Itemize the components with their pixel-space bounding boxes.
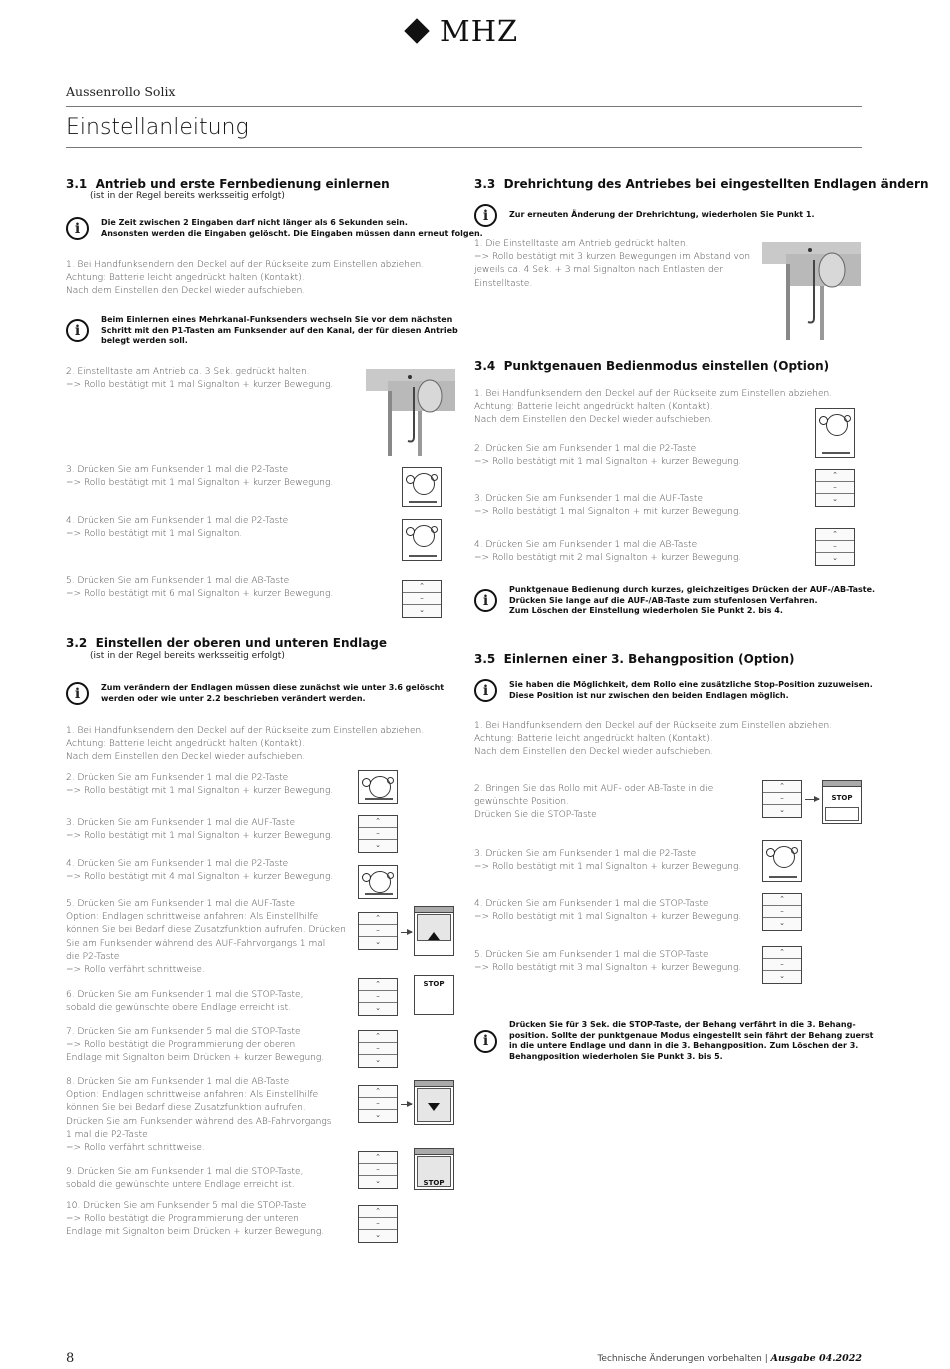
step-text: 1. Bei Handfunksendern den Deckel auf der Rückseite zum Einstellen abziehen. Achtung: Batterie leicht angedrückt halten (Kontakt). Nach dem Einstellen den Deckel wieder aufschieben. xyxy=(66,726,425,763)
brand-logo xyxy=(406,14,526,48)
arrow-right-icon xyxy=(401,1104,412,1105)
remote-keypad-illustration: ⌃ – ⌄ xyxy=(358,1030,398,1068)
remote-keypad-illustration: ⌃ – ⌄ xyxy=(762,780,802,818)
info-note: i Punktgenaue Bedienung durch kurzes, gleichzeitiges Drücken der AUF-/AB-Taste. Drücken Sie lange auf die AUF-/AB-Taste zum stufenlosen Verfahren. Zum Löschen der Einstellung wiederholen Sie Punkt 2. bis 4. xyxy=(474,585,875,617)
section-heading-3-4: 3.4 Punktgenauen Bedienmodus einstellen (Option) xyxy=(474,359,830,373)
blind-down-illustration xyxy=(414,1080,454,1125)
step-text: 1. Bei Handfunksendern den Deckel auf der Rückseite zum Einstellen abziehen. Achtung: Batterie leicht angedrückt halten (Kontakt). Nach dem Einstellen den Deckel wieder aufschieben. xyxy=(66,260,425,297)
blind-up-illustration xyxy=(414,906,454,956)
info-icon: i xyxy=(474,204,497,227)
info-note: i Zum verändern der Endlagen müssen diese zunächst wie unter 3.6 gelöscht werden oder wie unter 2.2 beschrieben verändert werden. xyxy=(66,682,444,705)
section-heading-3-2: 3.2 Einstellen der oberen und unteren Endlage xyxy=(66,636,388,650)
remote-keypad-illustration: ⌃ – ⌄ xyxy=(358,1151,398,1189)
step-text: 3. Drücken Sie am Funksender 1 mal die AUF-Taste => Rollo bestätigt mit 1 mal Signalton + kurzer Bewegung. xyxy=(66,818,334,842)
step-text: 8. Drücken Sie am Funksender 1 mal die AB-Taste Option: Endlagen schrittweise anfahren: Als Einstellhilfe können Sie bei Bedarf diese Zusatzfunktion aufrufen. Drücken Sie am Funksender während des AB-Fahrvorgangs 1 mal die P2-Taste => Rollo verfährt schrittweise. xyxy=(66,1077,332,1154)
edition-label: Ausgabe 04.2022 xyxy=(770,1353,862,1364)
remote-keypad-illustration: ⌃ – ⌄ xyxy=(358,815,398,853)
remote-p2-illustration xyxy=(402,467,442,507)
section-subtitle: (ist in der Regel bereits werksseitig erfolgt) xyxy=(90,651,285,661)
divider xyxy=(66,147,862,148)
step-text: 2. Einstelltaste am Antrieb ca. 3 Sek. gedrückt halten. => Rollo bestätigt mit 1 mal Signalton + kurzer Bewegung. xyxy=(66,367,334,391)
info-note: i Beim Einlernen eines Mehrkanal-Funksenders wechseln Sie vor dem nächsten Schritt mit den P1-Tasten am Funksender auf den Kanal, der für diesen Antrieb belegt werden soll. xyxy=(66,315,458,347)
remote-p2-illustration xyxy=(358,865,398,899)
product-name: Aussenrollo Solix xyxy=(66,84,176,99)
remote-keypad-illustration: ⌃ – ⌄ xyxy=(815,469,855,507)
info-note: i Sie haben die Möglichkeit, dem Rollo eine zusätzliche Stop-Position zuzuweisen. Diese Position ist nur zwischen den beiden Endlagen möglich. xyxy=(474,679,873,702)
blind-stop-illustration: STOP xyxy=(822,780,862,824)
step-text: 7. Drücken Sie am Funksender 5 mal die STOP-Taste => Rollo bestätigt die Programmierung der oberen Endlage mit Signalton beim Drücken + kurzer Bewegung. xyxy=(66,1027,325,1064)
motor-illustration xyxy=(366,367,455,456)
section-heading-3-1: 3.1 Antrieb und erste Fernbedienung einlernen xyxy=(66,177,390,191)
info-note: i Drücken Sie für 3 Sek. die STOP-Taste, der Behang verfährt in die 3. Behang- position. Sollte der punktgenaue Modus eingestellt sein fährt der Behang zuerst in die untere Endlage und dann in die 3. Behangposition. Zum Löschen der 3. Behangposition wiederholen Sie Punkt 3. bis 5. xyxy=(474,1020,873,1062)
step-text: 5. Drücken Sie am Funksender 1 mal die AB-Taste => Rollo bestätigt mit 6 mal Signalton + kurzer Bewegung. xyxy=(66,576,334,600)
step-text: 2. Drücken Sie am Funksender 1 mal die P2-Taste => Rollo bestätigt mit 1 mal Signalton + kurzer Bewegung. xyxy=(474,444,742,468)
remote-keypad-illustration: ⌃ – ⌄ xyxy=(358,978,398,1016)
remote-keypad-illustration: ⌃ – ⌄ xyxy=(358,912,398,950)
info-icon: i xyxy=(474,589,497,612)
page-title: Einstellanleitung xyxy=(66,115,249,140)
step-text: 9. Drücken Sie am Funksender 1 mal die STOP-Taste, sobald die gewünschte untere Endlage erreicht ist. xyxy=(66,1167,304,1191)
remote-p2-illustration xyxy=(358,770,398,804)
info-note: i Zur erneuten Änderung der Drehrichtung, wiederholen Sie Punkt 1. xyxy=(474,204,815,227)
motor-illustration xyxy=(762,240,861,340)
step-text: 1. Bei Handfunksendern den Deckel auf der Rückseite zum Einstellen abziehen. Achtung: Batterie leicht angedrückt halten (Kontakt). Nach dem Einstellen den Deckel wieder aufschieben. xyxy=(474,721,833,758)
info-icon: i xyxy=(66,217,89,240)
page-number: 8 xyxy=(66,1351,75,1366)
step-text: 3. Drücken Sie am Funksender 1 mal die AUF-Taste => Rollo bestätigt 1 mal Signalton + mit kurzer Bewegung. xyxy=(474,494,742,518)
diamond-icon xyxy=(404,18,430,44)
remote-keypad-illustration: ⌃ – ⌄ xyxy=(358,1205,398,1243)
step-text: 1. Die Einstelltaste am Antrieb gedrückt halten. => Rollo bestätigt mit 3 kurzen Bewegungen im Abstand von jeweils ca. 4 Sek. + 3 mal Signalton nach Entlasten der Einstelltaste. xyxy=(474,239,751,289)
remote-p2-illustration xyxy=(762,840,802,882)
step-text: 2. Drücken Sie am Funksender 1 mal die P2-Taste => Rollo bestätigt mit 1 mal Signalton + kurzer Bewegung. xyxy=(66,773,334,797)
step-text: 10. Drücken Sie am Funksender 5 mal die STOP-Taste => Rollo bestätigt die Programmierung der unteren Endlage mit Signalton beim Drücken + kurzer Bewegung. xyxy=(66,1201,325,1238)
arrow-right-icon xyxy=(401,932,412,933)
step-text: 1. Bei Handfunksendern den Deckel auf der Rückseite zum Einstellen abziehen. Achtung: Batterie leicht angedrückt halten (Kontakt). Nach dem Einstellen den Deckel wieder aufschieben. xyxy=(474,389,833,426)
info-note: i Die Zeit zwischen 2 Eingaben darf nicht länger als 6 Sekunden sein. Ansonsten werden die Eingaben gelöscht. Die Eingaben müssen dann erneut folgen. xyxy=(66,217,483,240)
remote-keypad-illustration: ⌃ – ⌄ xyxy=(815,528,855,566)
footer-note: Technische Änderungen vorbehalten | Ausgabe 04.2022 xyxy=(597,1353,862,1364)
section-heading-3-3: 3.3 Drehrichtung des Antriebes bei eingestellten Endlagen ändern xyxy=(474,177,929,191)
info-icon: i xyxy=(66,682,89,705)
remote-keypad-illustration: ⌃ – ⌄ xyxy=(402,580,442,618)
step-text: 6. Drücken Sie am Funksender 1 mal die STOP-Taste, sobald die gewünschte obere Endlage erreicht ist. xyxy=(66,990,304,1014)
section-heading-3-5: 3.5 Einlernen einer 3. Behangposition (Option) xyxy=(474,652,795,666)
step-text: 3. Drücken Sie am Funksender 1 mal die P2-Taste => Rollo bestätigt mit 1 mal Signalton + kurzer Bewegung. xyxy=(474,849,742,873)
step-text: 5. Drücken Sie am Funksender 1 mal die STOP-Taste => Rollo bestätigt mit 3 mal Signalton + kurzer Bewegung. xyxy=(474,950,742,974)
blind-stop-illustration: STOP xyxy=(414,975,454,1015)
step-text: 4. Drücken Sie am Funksender 1 mal die P2-Taste => Rollo bestätigt mit 1 mal Signalton. xyxy=(66,516,289,540)
arrow-right-icon xyxy=(805,799,819,800)
remote-keypad-illustration: ⌃ – ⌄ xyxy=(358,1085,398,1123)
divider xyxy=(66,106,862,107)
blind-stop-illustration: STOP xyxy=(414,1148,454,1190)
step-text: 4. Drücken Sie am Funksender 1 mal die AB-Taste => Rollo bestätigt mit 2 mal Signalton + kurzer Bewegung. xyxy=(474,540,742,564)
remote-p2-illustration xyxy=(815,408,855,458)
section-subtitle: (ist in der Regel bereits werksseitig erfolgt) xyxy=(90,191,285,201)
step-text: 3. Drücken Sie am Funksender 1 mal die P2-Taste => Rollo bestätigt mit 1 mal Signalton + kurzer Bewegung. xyxy=(66,465,334,489)
remote-keypad-illustration: ⌃ – ⌄ xyxy=(762,946,802,984)
remote-keypad-illustration: ⌃ – ⌄ xyxy=(762,893,802,931)
step-text: 2. Bringen Sie das Rollo mit AUF- oder AB-Taste in die gewünschte Position. Drücken Sie die STOP-Taste xyxy=(474,784,714,821)
step-text: 4. Drücken Sie am Funksender 1 mal die P2-Taste => Rollo bestätigt mit 4 mal Signalton + kurzer Bewegung. xyxy=(66,859,334,883)
info-icon: i xyxy=(474,1030,497,1053)
info-icon: i xyxy=(66,319,89,342)
remote-p2-illustration xyxy=(402,519,442,561)
step-text: 5. Drücken Sie am Funksender 1 mal die AUF-Taste Option: Endlagen schrittweise anfahren: Als Einstellhilfe können Sie bei Bedarf diese Zusatzfunktion aufrufen. Drücken Sie am Funksender während des AUF-Fahrvorgangs 1 mal die P2-Taste => Rollo verfährt schrittweise. xyxy=(66,899,346,976)
info-icon: i xyxy=(474,679,497,702)
brand-name: MHZ xyxy=(440,14,519,48)
step-text: 4. Drücken Sie am Funksender 1 mal die STOP-Taste => Rollo bestätigt mit 1 mal Signalton + kurzer Bewegung. xyxy=(474,899,742,923)
